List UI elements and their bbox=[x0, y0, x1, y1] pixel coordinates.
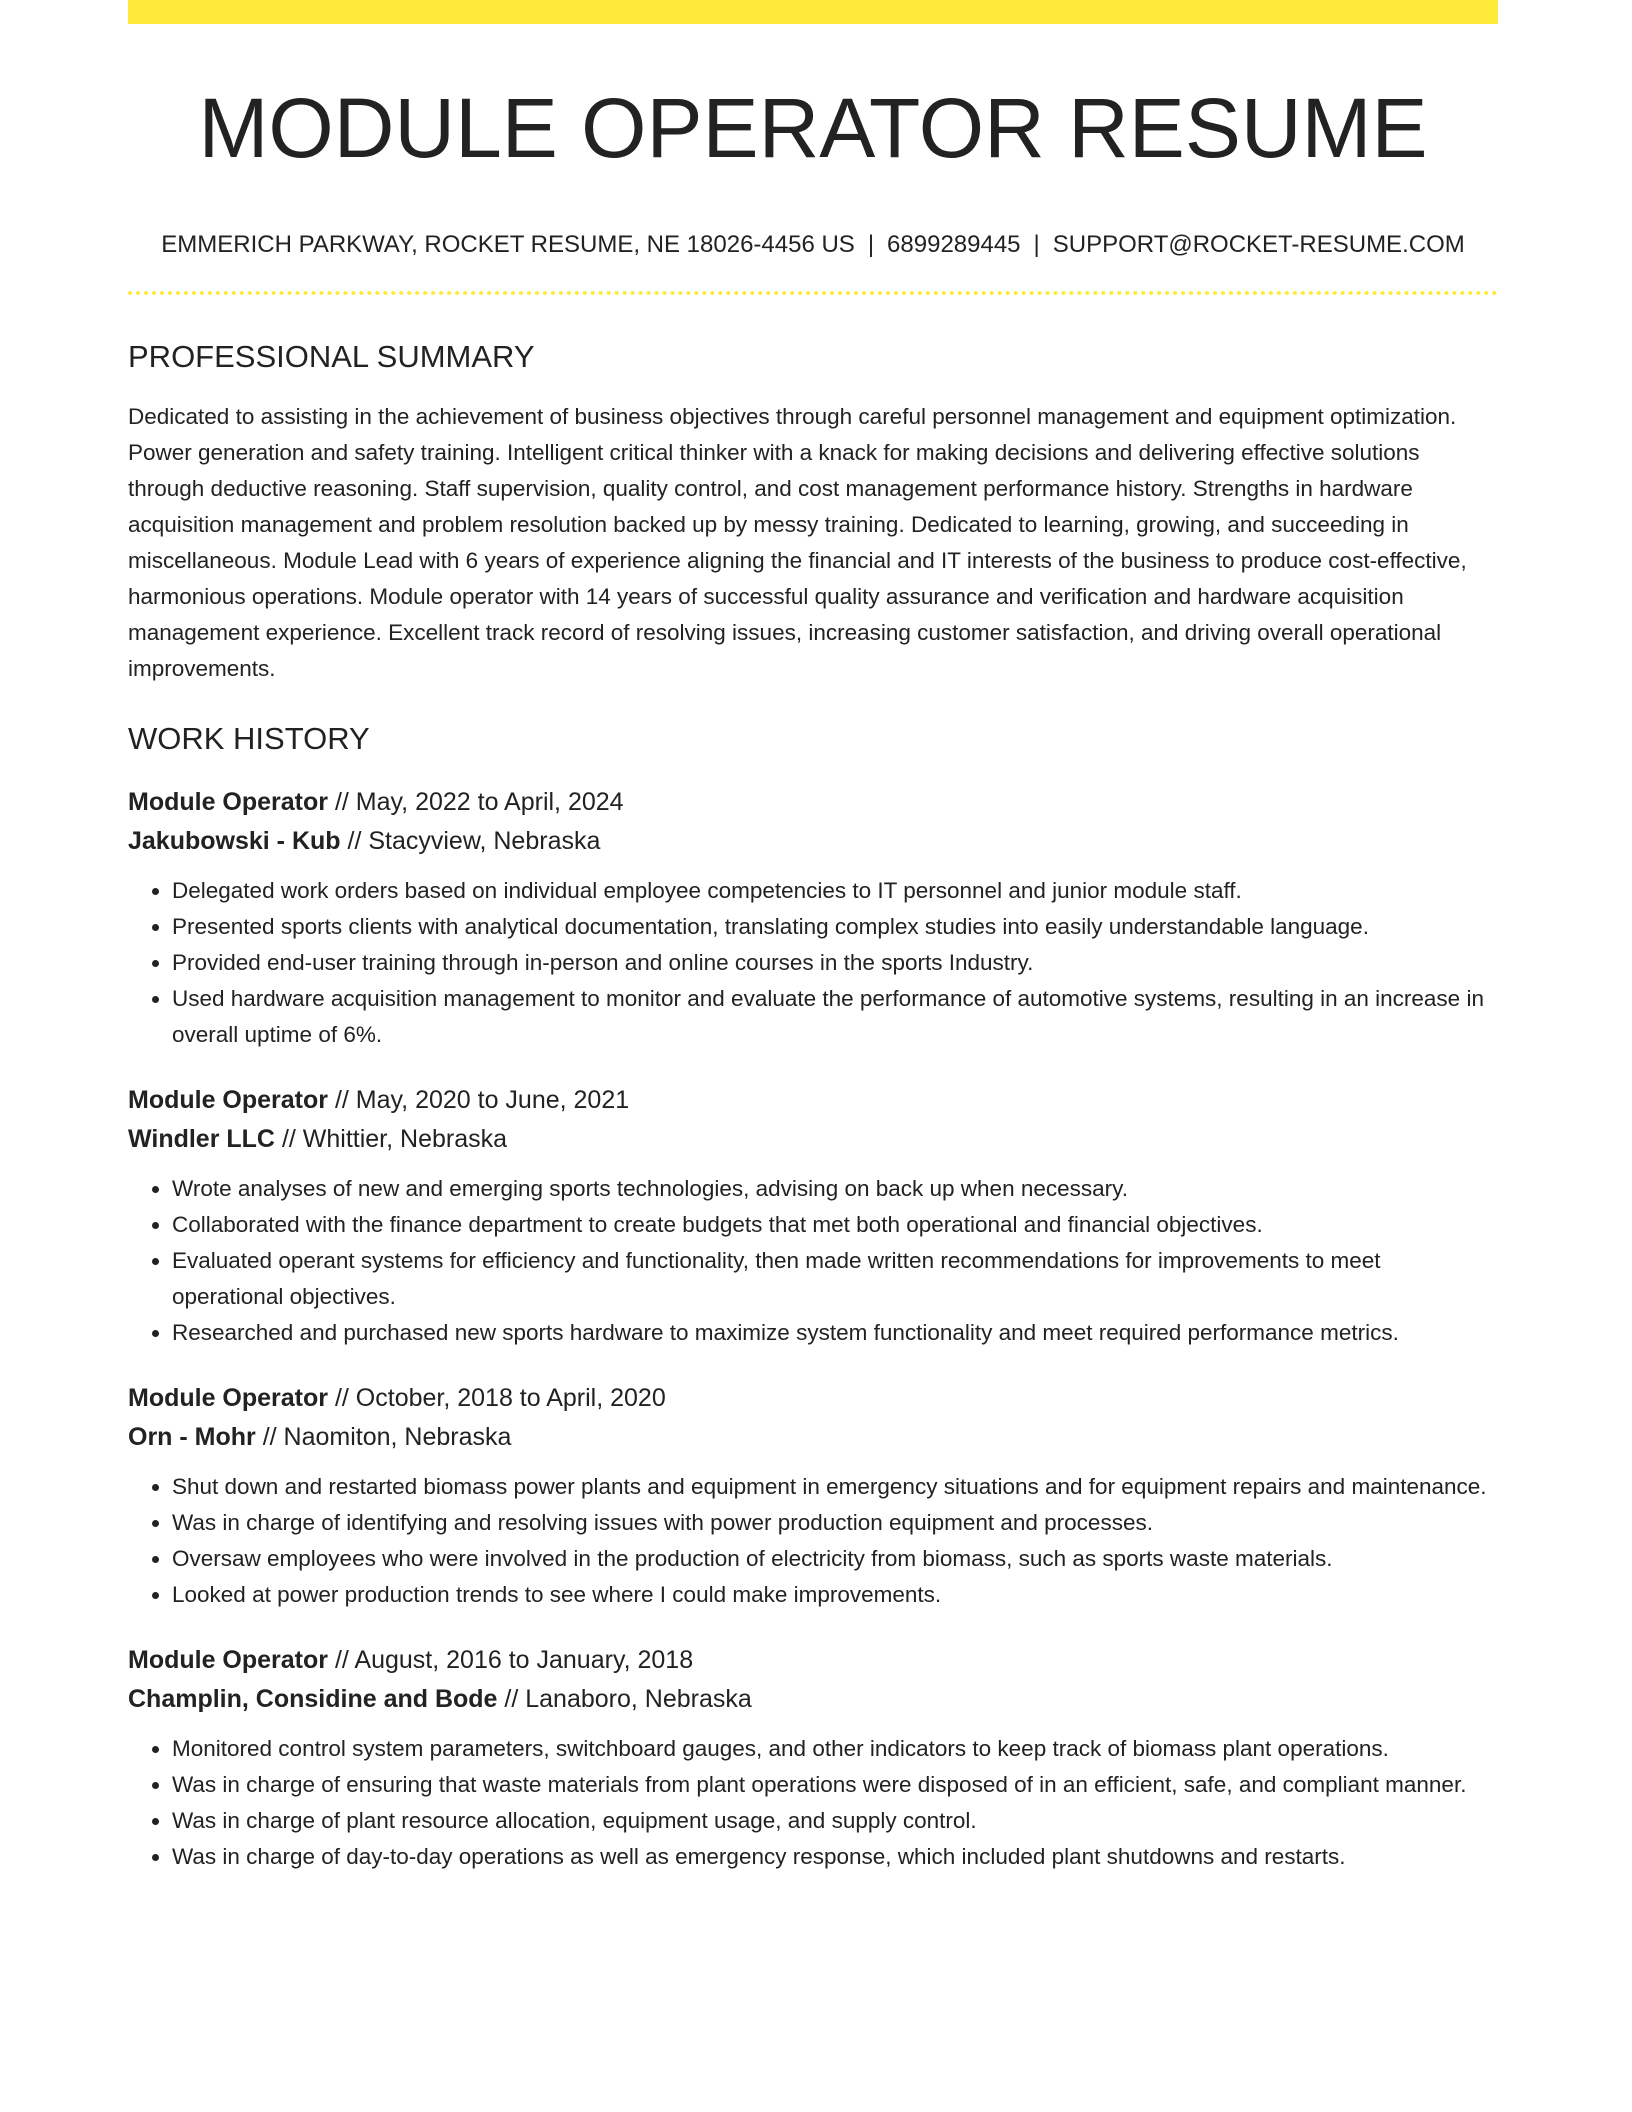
job-title-line bbox=[128, 1641, 1498, 1680]
job-company-line bbox=[128, 822, 1498, 861]
accent-top-bar bbox=[128, 0, 1498, 24]
job-bullet-list bbox=[128, 1469, 1498, 1613]
contact-email: SUPPORT@ROCKET-RESUME.COM bbox=[1052, 230, 1465, 258]
work-history-heading: WORK HISTORY bbox=[128, 720, 370, 756]
job-title: Module Operator bbox=[128, 1085, 329, 1114]
job-company: Champlin, Considine and Bode bbox=[128, 1684, 498, 1713]
job-bullet: • Evaluated operant systems for efficiency and functionality, then made written recommendations for improvements to meet operational objectives. bbox=[172, 1243, 1498, 1315]
job-list bbox=[128, 783, 1498, 1875]
job-bullet: • Wrote analyses of new and emerging sports technologies, advising on back up when necessary. bbox=[172, 1171, 1498, 1207]
job-bullet: • Collaborated with the finance department to create budgets that met both operational and financial objectives. bbox=[172, 1207, 1498, 1243]
job-bullet: • Monitored control system parameters, switchboard gauges, and other indicators to keep track of biomass plant operations. bbox=[172, 1731, 1498, 1767]
job-dates: // May, 2022 to April, 2024 bbox=[328, 787, 624, 816]
job-company: Orn - Mohr bbox=[128, 1422, 256, 1451]
job-bullet: • Was in charge of ensuring that waste materials from plant operations were disposed of in an efficient, safe, and compliant manner. bbox=[172, 1767, 1498, 1803]
job-title: Module Operator bbox=[128, 1645, 329, 1674]
job-entry bbox=[128, 1081, 1498, 1351]
contact-separator: | bbox=[867, 230, 875, 258]
job-bullet: • Provided end-user training through in-person and online courses in the sports Industry. bbox=[172, 945, 1498, 981]
job-entry bbox=[128, 1379, 1498, 1613]
contact-separator: | bbox=[1033, 230, 1040, 258]
job-bullet-list bbox=[128, 1171, 1498, 1351]
job-title-line bbox=[128, 1081, 1498, 1120]
job-company-line bbox=[128, 1418, 1498, 1457]
job-bullet: • Oversaw employees who were involved in the production of electricity from biomass, such as sports waste materials. bbox=[172, 1541, 1498, 1577]
job-dates: // October, 2018 to April, 2020 bbox=[328, 1383, 666, 1412]
job-entry bbox=[128, 783, 1498, 1053]
resume-title: MODULE OPERATOR RESUME bbox=[198, 81, 1428, 175]
dotted-divider bbox=[128, 291, 1498, 295]
job-title: Module Operator bbox=[128, 1383, 329, 1412]
job-bullet: • Shut down and restarted biomass power plants and equipment in emergency situations and for equipment repairs and maintenance. bbox=[172, 1469, 1498, 1505]
job-company: Windler LLC bbox=[128, 1124, 275, 1153]
job-title: Module Operator bbox=[128, 787, 329, 816]
job-title-line bbox=[128, 1379, 1498, 1418]
job-bullet-list bbox=[128, 1731, 1498, 1875]
job-entry bbox=[128, 1641, 1498, 1875]
contact-line bbox=[128, 231, 1498, 259]
job-location: // Whittier, Nebraska bbox=[275, 1124, 508, 1153]
job-bullet: • Used hardware acquisition management to monitor and evaluate the performance of automotive systems, resulting in an increase in overall uptime of 6%. bbox=[172, 981, 1498, 1053]
job-location: // Naomiton, Nebraska bbox=[255, 1422, 512, 1451]
contact-phone: 6899289445 bbox=[887, 230, 1021, 258]
contact-address: EMMERICH PARKWAY, ROCKET RESUME, NE 18026-4456 US bbox=[161, 230, 855, 258]
job-bullet: • Was in charge of day-to-day operations as well as emergency response, which included plant shutdowns and restarts. bbox=[172, 1839, 1498, 1875]
job-bullet: • Presented sports clients with analytical documentation, translating complex studies into easily understandable language. bbox=[172, 909, 1498, 945]
job-bullet: • Researched and purchased new sports hardware to maximize system functionality and meet required performance metrics. bbox=[172, 1315, 1498, 1351]
job-bullet-list bbox=[128, 873, 1498, 1053]
job-location: // Lanaboro, Nebraska bbox=[497, 1684, 752, 1713]
job-company-line bbox=[128, 1680, 1498, 1719]
job-dates: // August, 2016 to January, 2018 bbox=[328, 1645, 694, 1674]
job-dates: // May, 2020 to June, 2021 bbox=[328, 1085, 630, 1114]
resume-page bbox=[128, 0, 1498, 1875]
summary-text: Dedicated to assisting in the achievement of business objectives through careful personnel management and equipment optimization. Power generation and safety training. Intelligent critical thinker with a knack for making decisions and delivering effective solutions through deductive reasoning. Staff supervision, quality control, and cost management performance history. Strengths in hardware acquisition management and problem resolution backed up by messy training. Dedicated to learning, growing, and succeeding in miscellaneous. Module Lead with 6 years of experience aligning the financial and IT interests of the business to produce cost-effective, harmonious operations. Module operator with 14 years of successful quality assurance and verification and hardware acquisition management experience. Excellent track record of resolving issues, increasing customer satisfaction, and driving overall operational improvements. bbox=[128, 403, 1467, 681]
job-bullet: • Was in charge of identifying and resolving issues with power production equipment and processes. bbox=[172, 1505, 1498, 1541]
job-company-line bbox=[128, 1120, 1498, 1159]
job-bullet: • Looked at power production trends to see where I could make improvements. bbox=[172, 1577, 1498, 1613]
job-location: // Stacyview, Nebraska bbox=[340, 826, 601, 855]
job-bullet: • Was in charge of plant resource allocation, equipment usage, and supply control. bbox=[172, 1803, 1498, 1839]
job-company: Jakubowski - Kub bbox=[128, 826, 341, 855]
summary-heading: PROFESSIONAL SUMMARY bbox=[128, 338, 535, 374]
job-title-line bbox=[128, 783, 1498, 822]
job-bullet: • Delegated work orders based on individual employee competencies to IT personnel and junior module staff. bbox=[172, 873, 1498, 909]
